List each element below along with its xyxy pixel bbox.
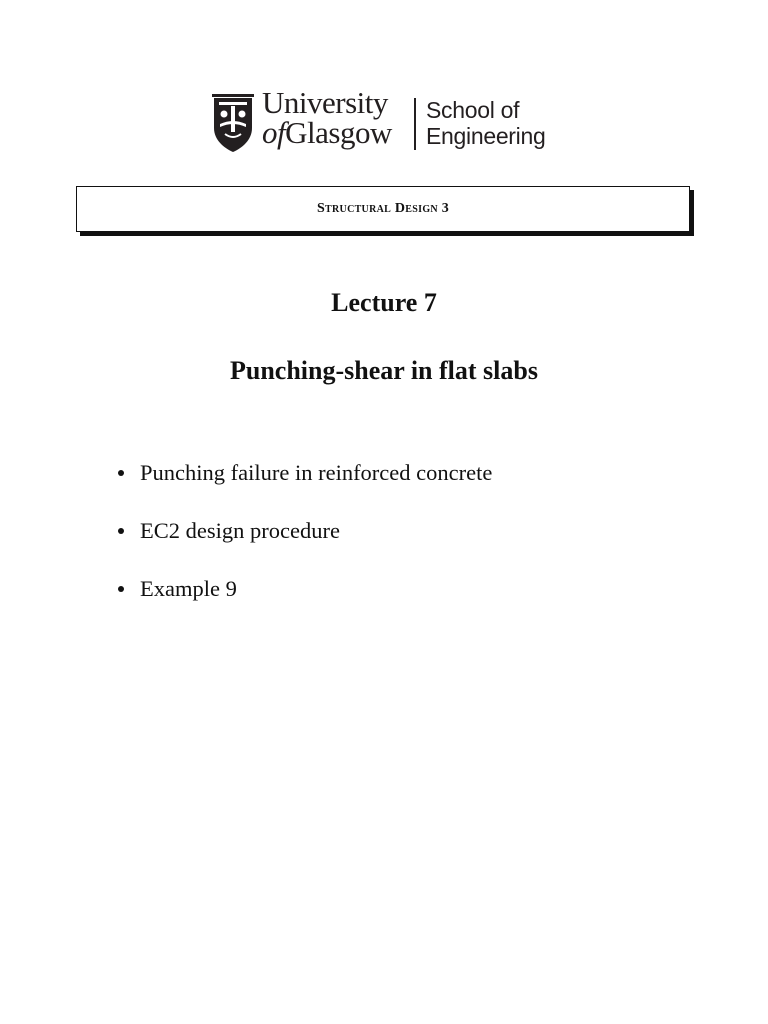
logo-divider: [414, 98, 416, 150]
university-name: [262, 85, 392, 150]
list-item: [116, 516, 492, 546]
topic-label: Example 9: [140, 576, 237, 601]
course-title: Structural Design 3: [316, 201, 450, 216]
university-logo: [212, 85, 572, 156]
university-name-line1: University: [262, 85, 388, 120]
school-name-line2: Engineering: [426, 123, 546, 149]
university-name-line2: [262, 115, 392, 150]
school-name: [426, 97, 545, 149]
topic-label: EC2 design procedure: [140, 518, 340, 543]
university-crest-icon: [212, 94, 254, 154]
course-banner: [76, 186, 690, 232]
topic-label: Punching failure in reinforced concrete: [140, 460, 493, 485]
lecture-title: Punching-shear in flat slabs: [230, 356, 538, 385]
bullet-icon: [118, 586, 124, 592]
university-name-glasgow: Glasgow: [285, 115, 392, 150]
lecture-number: Lecture 7: [331, 288, 437, 317]
list-item: [116, 458, 492, 488]
bullet-icon: [118, 528, 124, 534]
university-name-of: of: [262, 115, 286, 150]
bullet-icon: [118, 470, 124, 476]
list-item: [116, 574, 492, 604]
school-name-line1: School of: [426, 97, 520, 123]
topic-list: [116, 458, 492, 632]
